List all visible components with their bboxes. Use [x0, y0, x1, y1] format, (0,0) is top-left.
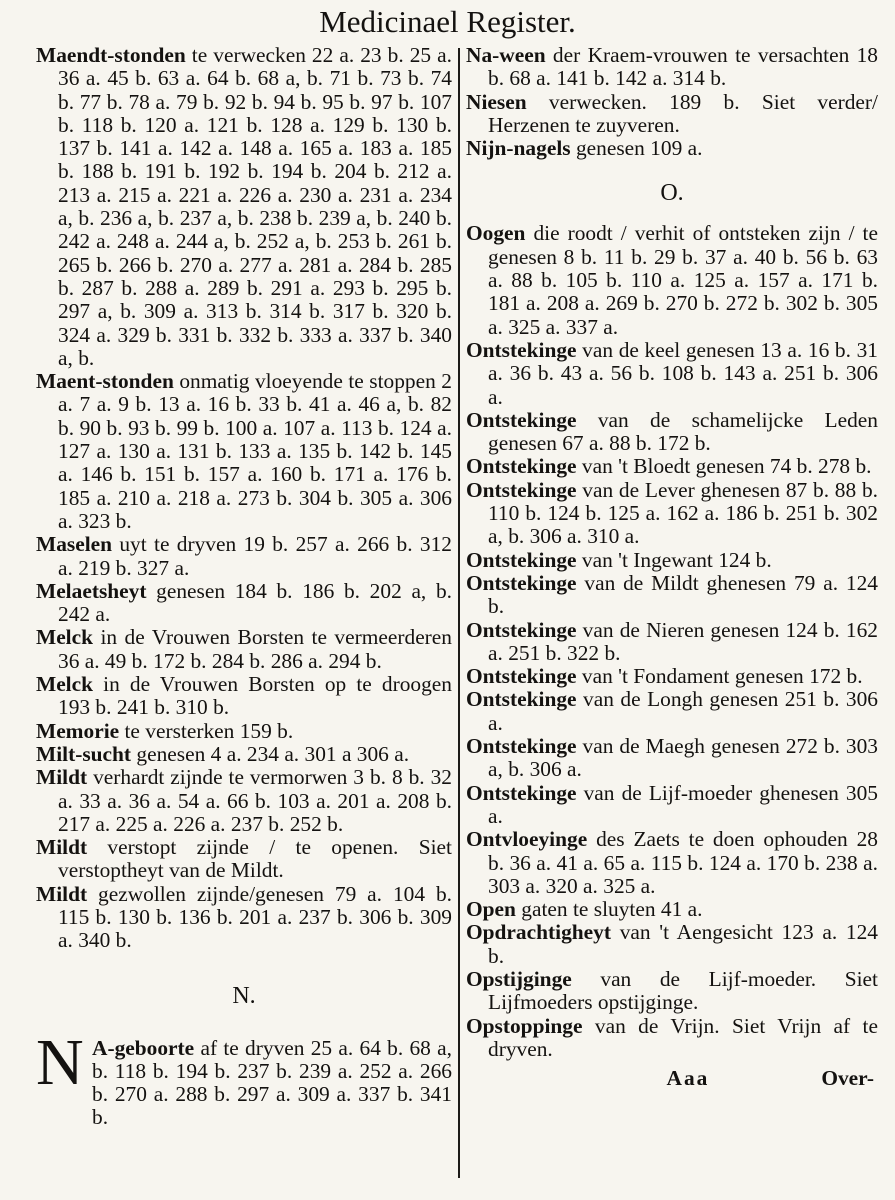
register-entry — [36, 743, 452, 766]
entry-head: Ontstekinge — [466, 734, 577, 759]
entry-head: Ontstekinge — [466, 337, 577, 362]
register-entry — [36, 1025, 452, 1130]
register-entry — [466, 828, 878, 898]
entry-head: Ontvloeyinge — [466, 827, 588, 852]
register-entry — [36, 883, 452, 953]
entry-head: Milt-sucht — [36, 741, 132, 766]
register-entry — [466, 688, 878, 735]
entry-head: Ontstekinge — [466, 570, 577, 595]
drop-cap-letter: N — [36, 1025, 84, 1099]
entry-text: van 't Bloedt genesen 74 b. 278 b. — [576, 454, 872, 479]
register-entry — [36, 626, 452, 673]
register-entry — [466, 782, 878, 829]
register-entry — [466, 455, 878, 478]
register-entry — [36, 766, 452, 836]
register-entry — [36, 836, 452, 883]
entry-text: in de Vrouwen Borsten te vermeerderen 36 a. 49 b. 172 b. 284 b. 286 a. 294 b. — [58, 625, 452, 673]
register-entry — [466, 549, 878, 572]
entry-text: van de Mildt ghenesen 79 a. 124 b. — [488, 570, 878, 619]
entry-text: van de Nieren genesen 124 b. 162 a. 251 b. 322 b. — [488, 617, 878, 665]
register-entry — [466, 619, 878, 666]
catchword: Over- — [821, 1066, 874, 1091]
entry-text: te verwecken 22 a. 23 b. 25 a. 36 a. 45 b. 63 a. 64 b. 68 a, b. 71 b. 73 b. 74 b. 77 b. 78 a. 79 b. 92 b. 94 b. 95 b. 97 b. 107 b. 118 b. 120 a. 121 b. 128 a. 129 b. 130 b. 137 b. 141 a. 142 a. 148 a. 165 a. 183 a. 185 b. 188 b. 191 b. 192 b. 194 b. 204 b. 212 a. 213 a. 215 a. 221 a. 226 a. 230 a. 231 a. 234 a, b. 236 a, b. 237 a, b. 238 b. 239 a, b. 240 b. 242 a. 248 a. 244 a, b. 252 a, b. 253 b. 261 b. 265 b. 266 b. 270 a. 277 a. 281 a. 284 b. 285 b. 287 b. 288 a. 289 b. 291 a. 293 b. 295 b. 297 a, b. 309 a. 313 b. 314 b. 317 b. 320 b. 324 a. 329 b. 331 b. 332 b. 333 a. 337 b. 340 a, b. — [58, 43, 452, 370]
entry-head: Mildt — [36, 765, 88, 790]
entry-head: Maent-stonden — [36, 369, 174, 394]
right-column — [466, 44, 878, 1090]
entry-text: genesen 4 a. 234 a. 301 a 306 a. — [131, 741, 410, 766]
entry-head: Ontstekinge — [466, 664, 577, 689]
entry-head: Melck — [36, 672, 94, 697]
entry-head: Oogen — [466, 221, 526, 246]
entry-head: Maselen — [36, 532, 113, 557]
register-entry — [466, 137, 878, 160]
entry-head: Melaetsheyt — [36, 578, 147, 603]
left-column — [36, 44, 452, 1130]
register-entry — [466, 921, 878, 968]
entry-text: af te dryven 25 a. 64 b. 68 a, b. 118 b. 194 b. 237 b. 239 a. 252 a. 266 b. 270 a. 288 b. 297 a. 309 a. 337 b. 341 b. — [92, 1035, 452, 1130]
register-entry — [466, 479, 878, 549]
entry-text: uyt te dryven 19 b. 257 a. 266 b. 312 a. 219 b. 327 a. — [58, 532, 452, 580]
entry-head: Ontstekinge — [466, 617, 577, 642]
entry-head: Mildt — [36, 881, 88, 906]
entry-text: van de Lever ghenesen 87 b. 88 b. 110 b. 124 b. 125 a. 162 a. 186 b. 251 b. 302 a, b. 306 a. 310 a. — [488, 477, 878, 549]
register-entry — [466, 898, 878, 921]
section-letter-n: N. — [232, 982, 256, 1009]
entry-text: verhardt zijnde te vermorwen 3 b. 8 b. 32 a. 33 a. 36 a. 54 a. 66 b. 103 a. 201 a. 208 b. 217 a. 225 a. 226 a. 237 b. 252 b. — [58, 765, 452, 836]
register-entry — [36, 44, 452, 370]
entry-head: Mildt — [36, 835, 88, 860]
register-entry — [466, 409, 878, 456]
register-entry — [466, 572, 878, 619]
register-entry — [466, 44, 878, 91]
entry-text: te versterken 159 b. — [119, 718, 294, 743]
entry-text: gaten te sluyten 41 a. — [515, 897, 703, 922]
entry-text: van de keel genesen 13 a. 16 b. 31 a. 36 b. 43 a. 56 b. 108 b. 143 a. 251 b. 306 a. — [488, 337, 878, 409]
entry-text: van de Lijf-moeder. Siet Lijfmoeders opstijginge. — [488, 966, 878, 1015]
entry-head: A-geboorte — [92, 1035, 195, 1060]
signature-mark: Aaa — [666, 1066, 710, 1091]
entry-head: Maendt-stonden — [36, 43, 186, 67]
entry-head: Ontstekinge — [466, 407, 577, 432]
register-entry — [36, 720, 452, 743]
entry-text: van de Vrijn. Siet Vrijn af te dryven. — [488, 1013, 878, 1061]
entry-text: gezwollen zijnde/genesen 79 a. 104 b. 115 b. 130 b. 136 b. 201 a. 237 b. 306 b. 309 a. 340 b. — [58, 881, 452, 953]
entry-text: van de Longh genesen 251 b. 306 a. — [488, 687, 878, 735]
entry-text: van 't Ingewant 124 b. — [576, 547, 772, 572]
entry-text: van 't Aengesicht 123 a. 124 b. — [488, 920, 878, 968]
register-entry — [36, 370, 452, 533]
entry-head: Ontstekinge — [466, 547, 577, 572]
entry-text: van de schamelijcke Leden genesen 67 a. 88 b. 172 b. — [488, 407, 878, 456]
entry-text: onmatig vloeyende te stoppen 2 a. 7 a. 9 b. 13 a. 16 b. 33 b. 41 a. 46 a, b. 82 b. 90 b. 93 b. 99 b. 100 a. 107 a. 113 b. 124 a. 127 a. 130 a. 131 b. 133 a. 135 b. 142 b. 145 a. 146 b. 151 b. 157 a. 160 b. 171 a. 176 b. 185 a. 210 a. 218 a. 273 b. 304 b. 305 a. 306 a. 323 b. — [58, 369, 452, 533]
page-footer — [466, 1067, 878, 1090]
entry-head: Open — [466, 897, 516, 922]
entry-head: Opstijginge — [466, 966, 572, 991]
section-letter-o: O. — [660, 180, 684, 207]
entry-text: van de Lijf-moeder ghenesen 305 a. — [488, 780, 878, 828]
register-entry — [466, 222, 878, 338]
register-entry — [466, 91, 878, 138]
register-entry — [466, 665, 878, 688]
register-entry — [466, 968, 878, 1015]
entry-head: Na-ween — [466, 43, 546, 67]
entry-head: Melck — [36, 625, 94, 650]
entry-text: der Kraem-vrouwen te versachten 18 b. 68 a. 141 b. 142 a. 314 b. — [488, 43, 878, 91]
entry-text: genesen 109 a. — [570, 136, 703, 161]
register-entry — [466, 339, 878, 409]
register-entry — [466, 735, 878, 782]
entry-head: Ontstekinge — [466, 477, 577, 502]
entry-head: Opdrachtigheyt — [466, 920, 611, 945]
entry-text: verstopt zijnde / te openen. Siet verstoptheyt van de Mildt. — [58, 835, 452, 883]
entry-text: verwecken. 189 b. Siet verder/ Herzenen te zuyveren. — [488, 89, 878, 137]
register-entry — [36, 673, 452, 720]
entry-head: Nijn-nagels — [466, 136, 571, 161]
entry-text: des Zaets te doen ophouden 28 b. 36 a. 41 a. 65 a. 115 b. 124 a. 170 b. 238 a. 303 a. 320 a. 325 a. — [488, 827, 878, 898]
register-entry — [36, 533, 452, 580]
entry-head: Ontstekinge — [466, 454, 577, 479]
entry-text: genesen 184 b. 186 b. 202 a, b. 242 a. — [58, 578, 452, 627]
entry-text: die roodt / verhit of ontsteken zijn / te genesen 8 b. 11 b. 29 b. 37 a. 40 b. 56 b. 63 a. 88 b. 105 b. 110 a. 125 a. 157 a. 171 b. 181 a. 208 a. 269 b. 270 b. 272 b. 302 b. 305 a. 325 a. 337 a. — [488, 221, 878, 339]
entry-head: Ontstekinge — [466, 780, 577, 805]
entry-text: in de Vrouwen Borsten op te droogen 193 b. 241 b. 310 b. — [58, 672, 452, 720]
register-entry — [36, 580, 452, 627]
column-divider — [458, 48, 460, 1178]
entry-head: Niesen — [466, 89, 527, 114]
register-entry — [466, 1015, 878, 1062]
entry-text: van 't Fondament genesen 172 b. — [576, 664, 863, 689]
entry-head: Memorie — [36, 718, 120, 743]
entry-head: Ontstekinge — [466, 687, 577, 712]
page-title: Medicinael Register. — [319, 4, 576, 39]
entry-text: van de Maegh genesen 272 b. 303 a, b. 306 a. — [488, 734, 878, 782]
entry-head: Opstoppinge — [466, 1013, 583, 1038]
